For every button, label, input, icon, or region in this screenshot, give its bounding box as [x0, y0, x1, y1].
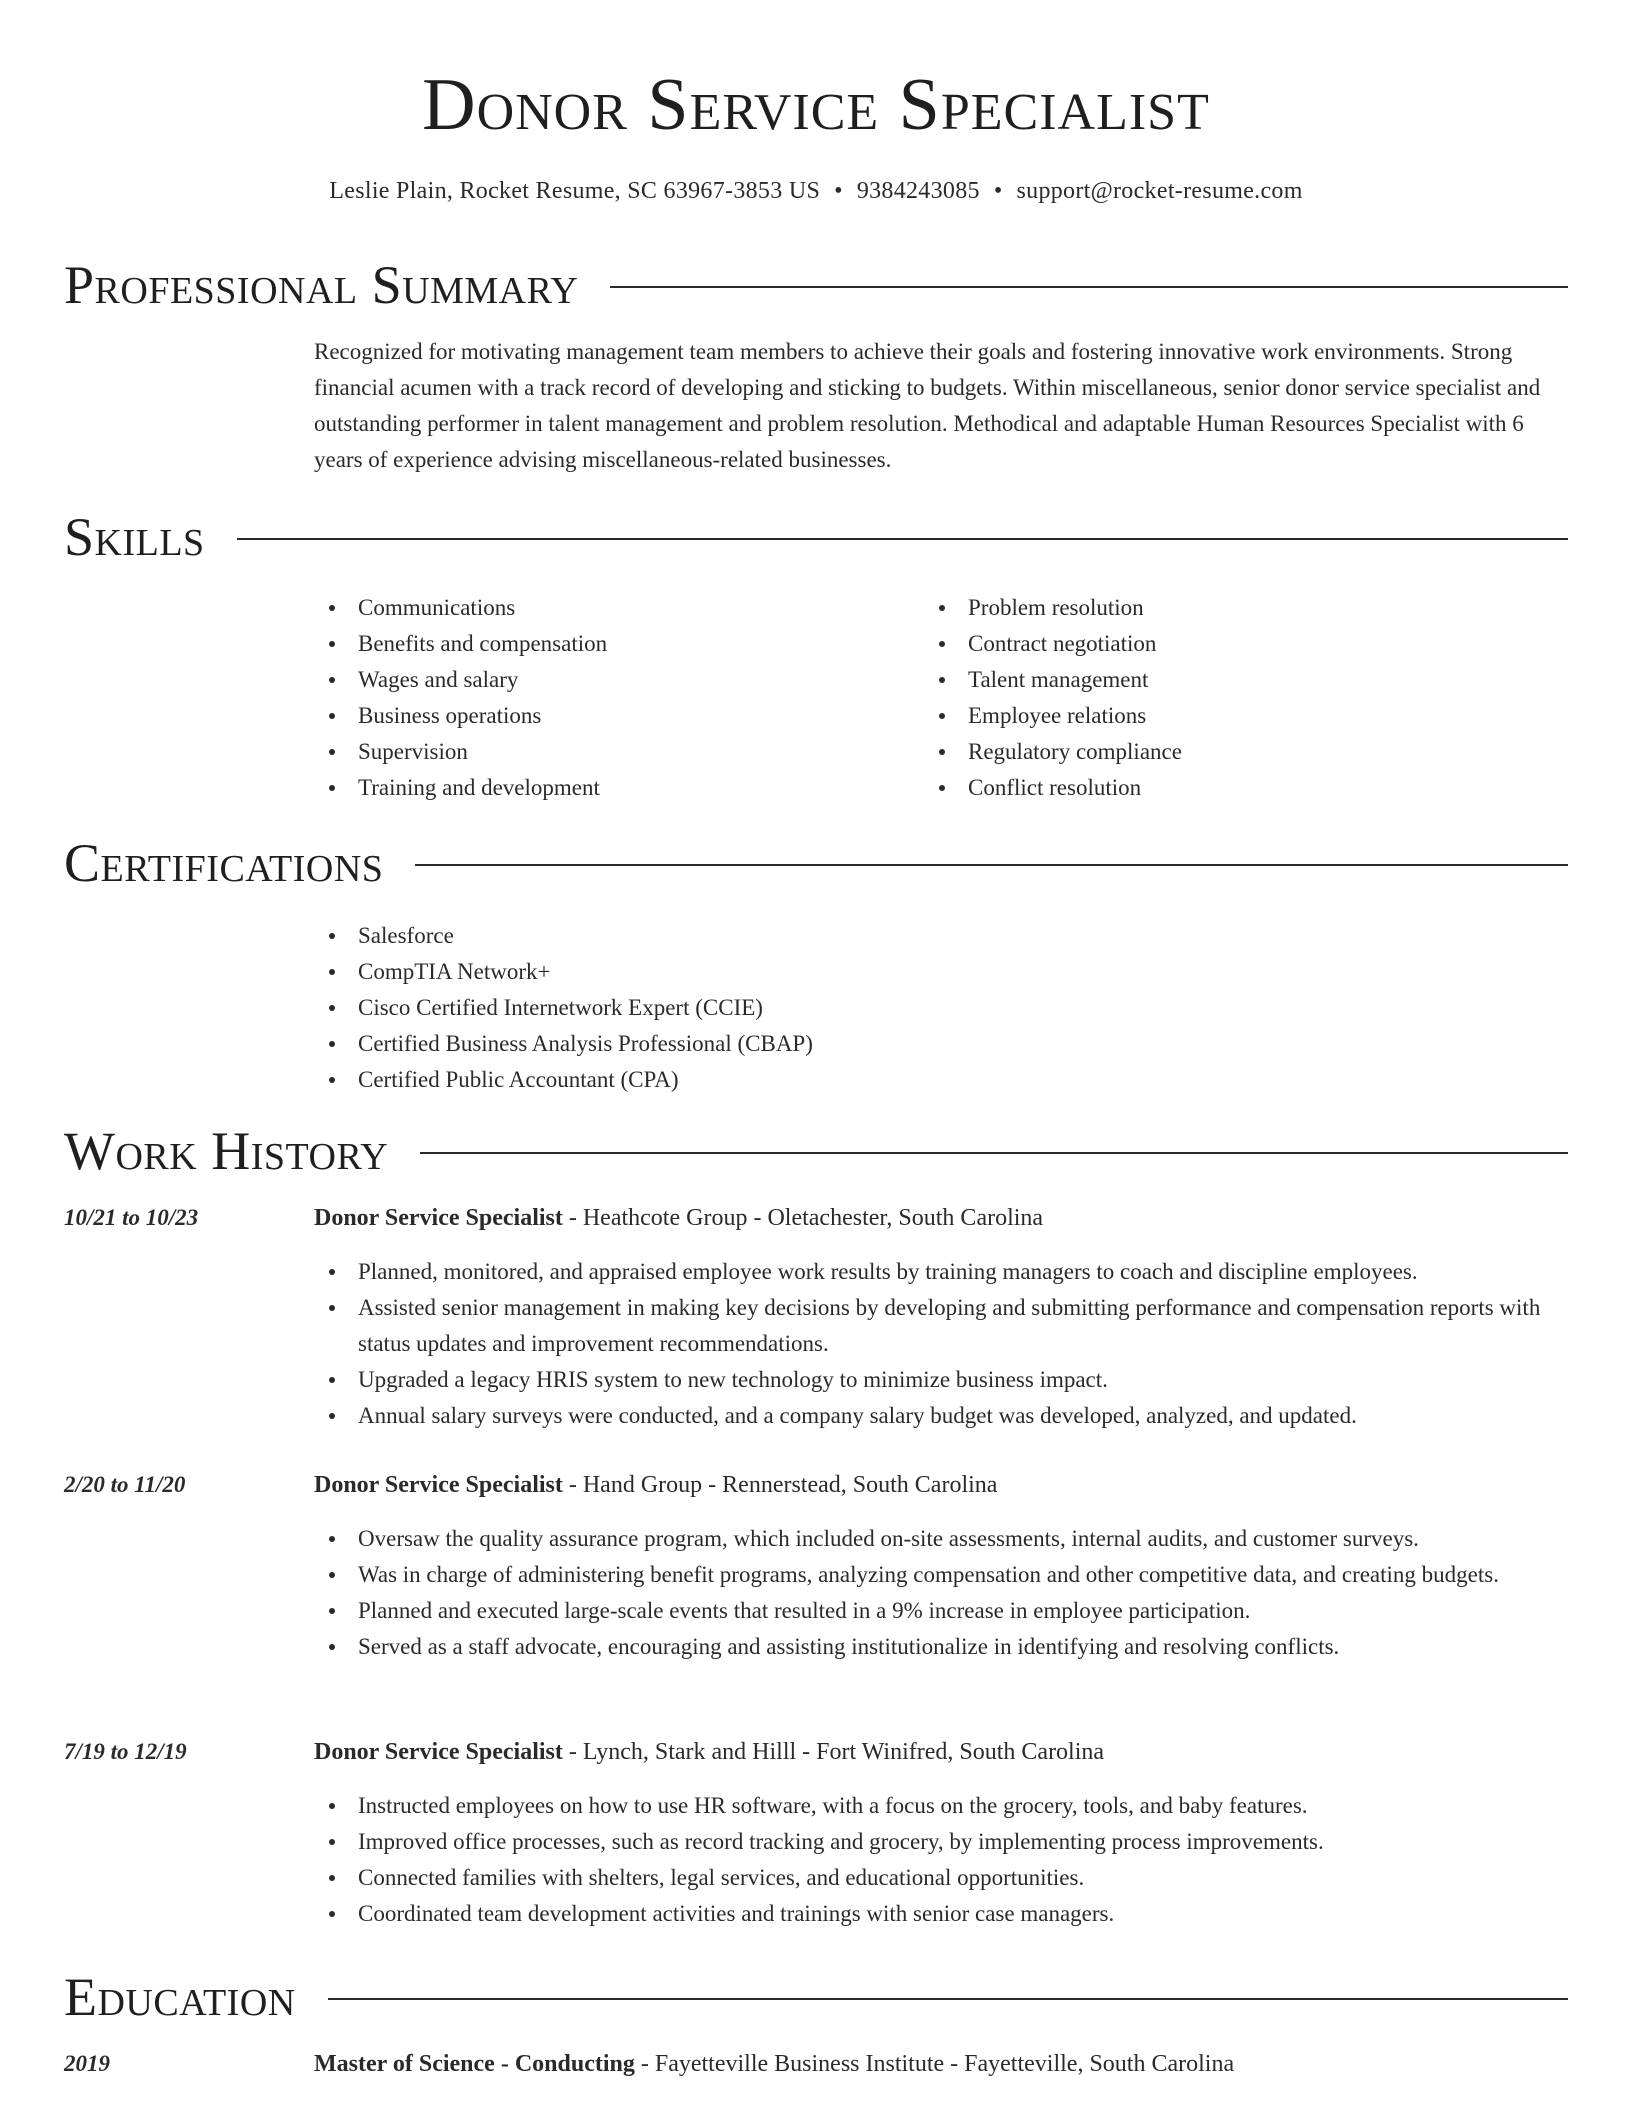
contact-separator: • [993, 178, 1003, 204]
job-dates: 10/21 to 10/23 [64, 1205, 199, 1230]
resume-name: Donor Service Specialist [422, 64, 1210, 146]
skill-item: Business operations [314, 698, 914, 734]
education-heading [314, 2046, 1570, 2082]
certification-item: Certified Public Accountant (CPA) [314, 1062, 1514, 1098]
section-divider [415, 864, 1568, 866]
job-bullet: Was in charge of administering benefit programs, analyzing compensation and other competitive data, and creating budgets. [314, 1557, 1570, 1593]
skills-section-header [64, 502, 1568, 572]
job-title: Donor Service Specialist [314, 1739, 563, 1765]
certifications-section-header [64, 828, 1568, 898]
job-title: Donor Service Specialist [314, 1205, 563, 1231]
job-dates: 2/20 to 11/20 [64, 1472, 186, 1497]
skill-item: Contract negotiation [924, 626, 1524, 662]
skill-item: Problem resolution [924, 590, 1524, 626]
work-history-section-header [64, 1116, 1568, 1186]
contact-phone[interactable]: 9384243085 [856, 178, 980, 204]
section-title: Skills [64, 507, 205, 567]
certification-item: CompTIA Network+ [314, 954, 1514, 990]
job-heading [314, 1467, 1570, 1503]
skill-item: Supervision [314, 734, 914, 770]
skill-item: Wages and salary [314, 662, 914, 698]
skills-column-right [924, 590, 1524, 806]
section-title: Certifications [64, 833, 384, 893]
section-title: Work History [64, 1121, 389, 1181]
summary-text: Recognized for motivating management team members to achieve their goals and fostering innovative work environments. Strong financial acumen with a track record of developing and sticking to budgets. Within miscellaneous, senior donor service specialist and outstanding performer in talent management and problem resolution. Methodical and adaptable Human Resources Specialist with 6 years of experience advising miscellaneous-related businesses. [314, 339, 1541, 472]
section-divider [328, 1998, 1568, 2000]
job-dates: 7/19 to 12/19 [64, 1739, 187, 1764]
contact-email[interactable]: support@rocket-resume.com [1016, 178, 1303, 204]
education-degree: Master of Science - Conducting [314, 2051, 635, 2077]
skills-column-left [314, 590, 914, 806]
education-institution: - Fayetteville Business Institute - Fayetteville, South Carolina [634, 2051, 1235, 2077]
job-heading [314, 1734, 1570, 1770]
job-bullet: Planned and executed large-scale events that resulted in a 9% increase in employee participation. [314, 1593, 1570, 1629]
job-employer: - Hand Group - Rennerstead, South Carolina [562, 1472, 998, 1498]
skill-item: Employee relations [924, 698, 1524, 734]
job-bullets [314, 1521, 1570, 1665]
job-bullets [314, 1254, 1570, 1434]
certification-item: Cisco Certified Internetwork Expert (CCIE) [314, 990, 1514, 1026]
education-section-header [64, 1962, 1568, 2032]
job-employer: - Heathcote Group - Oletachester, South Carolina [562, 1205, 1044, 1231]
skill-item: Training and development [314, 770, 914, 806]
job-bullets [314, 1788, 1570, 1932]
job-bullet: Instructed employees on how to use HR software, with a focus on the grocery, tools, and baby features. [314, 1788, 1570, 1824]
contact-separator: • [834, 178, 843, 204]
job-bullet: Planned, monitored, and appraised employee work results by training managers to coach and discipline employees. [314, 1254, 1570, 1290]
education-year: 2019 [64, 2051, 110, 2076]
summary-section-header [64, 250, 1568, 320]
job-bullet: Served as a staff advocate, encouraging and assisting institutionalize in identifying and resolving conflicts. [314, 1629, 1570, 1665]
job-heading [314, 1200, 1570, 1236]
section-divider [420, 1152, 1568, 1154]
contact-line [0, 174, 1632, 208]
certification-item: Salesforce [314, 918, 1514, 954]
skill-item: Conflict resolution [924, 770, 1524, 806]
section-divider [237, 538, 1568, 540]
skill-item: Regulatory compliance [924, 734, 1524, 770]
section-title: Education [64, 1967, 296, 2027]
certification-item: Certified Business Analysis Professional (CBAP) [314, 1026, 1514, 1062]
job-bullet: Upgraded a legacy HRIS system to new technology to minimize business impact. [314, 1362, 1570, 1398]
job-bullet: Annual salary surveys were conducted, and a company salary budget was developed, analyzed, and updated. [314, 1398, 1570, 1434]
job-title: Donor Service Specialist [314, 1472, 563, 1498]
job-bullet: Coordinated team development activities and trainings with senior case managers. [314, 1896, 1570, 1932]
skill-item: Benefits and compensation [314, 626, 914, 662]
section-divider [610, 286, 1568, 288]
job-bullet: Assisted senior management in making key decisions by developing and submitting performance and compensation reports with status updates and improvement recommendations. [314, 1290, 1570, 1362]
job-bullet: Improved office processes, such as record tracking and grocery, by implementing process improvements. [314, 1824, 1570, 1860]
certifications-list [314, 918, 1514, 1098]
contact-address: Leslie Plain, Rocket Resume, SC 63967-3853 US [329, 178, 821, 204]
job-bullet: Connected families with shelters, legal services, and educational opportunities. [314, 1860, 1570, 1896]
skill-item: Talent management [924, 662, 1524, 698]
section-title: Professional Summary [64, 255, 579, 315]
job-employer: - Lynch, Stark and Hilll - Fort Winifred, South Carolina [562, 1739, 1105, 1765]
skill-item: Communications [314, 590, 914, 626]
job-bullet: Oversaw the quality assurance program, which included on-site assessments, internal audits, and customer surveys. [314, 1521, 1570, 1557]
